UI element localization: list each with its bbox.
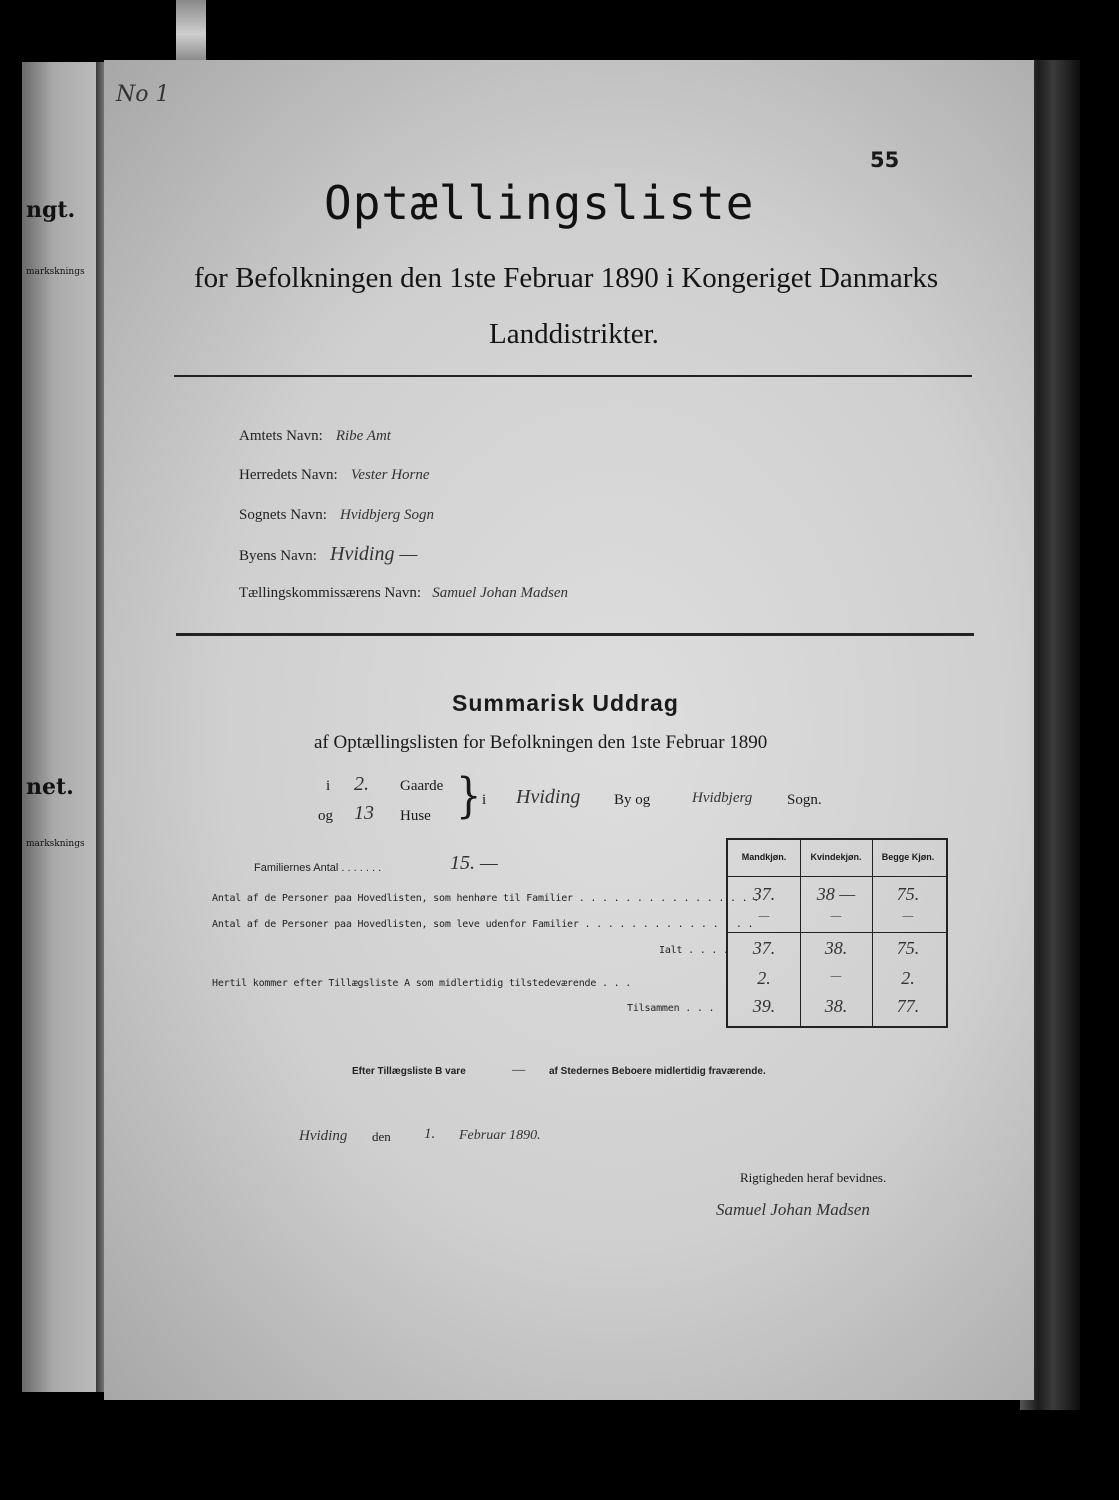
by-value: Hviding — [516, 786, 581, 808]
field-value: Ribe Amt — [335, 428, 391, 444]
table-cell: — — [830, 968, 842, 982]
divider — [176, 633, 974, 636]
field-label: Tællingskommissærens Navn: — [239, 585, 422, 601]
row-label: Antal af de Personer paa Hovedlisten, som leve udenfor Familier . . . . . . . . . . . . . . . — [212, 919, 754, 930]
previous-page-edge — [22, 62, 100, 1392]
corner-note: No 1 — [116, 82, 170, 107]
row-label: Hertil kommer efter Tillægsliste A som midlertidig tilstedeværende . . . — [212, 978, 632, 989]
field-sogn — [239, 504, 434, 524]
efter-label-b: af Stedernes Beboere midlertidig fraværende. — [549, 1066, 766, 1077]
page-title: Optællingsliste — [324, 176, 755, 230]
table-cell: — — [830, 908, 842, 922]
field-herred — [239, 464, 430, 484]
huse-label: Huse — [400, 808, 431, 824]
table-cell: 75. — [896, 884, 920, 904]
field-value: Vester Horne — [350, 467, 430, 483]
field-label: Byens Navn: — [239, 548, 317, 564]
table-cell: 39. — [752, 996, 776, 1016]
og-label: og — [318, 808, 333, 824]
prev-page-fragment: marksknings — [26, 267, 85, 277]
field-amt — [239, 425, 391, 445]
efter-label-a: Efter Tillægsliste B vare — [352, 1066, 466, 1077]
table-cell: 2. — [757, 968, 771, 988]
summary-table — [726, 838, 948, 1028]
page-number: 55 — [870, 148, 900, 172]
field-value: Hvidbjerg Sogn — [340, 507, 435, 523]
huse-count: 13 — [354, 802, 374, 824]
field-label: Sognets Navn: — [239, 507, 327, 523]
table-cell: — — [902, 908, 914, 922]
field-value: Hviding — — [330, 543, 418, 565]
efter-value: — — [512, 1062, 526, 1078]
date-den: den — [372, 1129, 391, 1144]
i-label-2: i — [482, 792, 487, 808]
date-place: Hviding — [299, 1128, 348, 1144]
sogn-label: Sogn. — [787, 792, 822, 808]
brace: } — [456, 768, 482, 824]
table-divider — [728, 932, 946, 933]
date-rest: Februar 1890. — [459, 1128, 541, 1143]
certify-text: Rigtigheden heraf bevidnes. — [740, 1170, 887, 1185]
field-value: Samuel Johan Madsen — [432, 585, 568, 601]
signature: Samuel Johan Madsen — [716, 1200, 870, 1219]
document-page — [104, 60, 1034, 1400]
table-cell: — — [758, 908, 770, 922]
summary-subtitle: af Optællingslisten for Befolkningen den 1ste Februar 1890 — [314, 732, 768, 753]
table-header: Mandkjøn. — [741, 852, 787, 862]
gaarde-count: 2. — [354, 773, 369, 795]
sogn-value: Hvidbjerg — [692, 790, 753, 806]
familiernes-antal-value: 15. — — [450, 852, 498, 874]
date-day: 1. — [424, 1126, 436, 1142]
field-label: Amtets Navn: — [239, 428, 323, 444]
gaarde-label: Gaarde — [400, 778, 444, 794]
field-label: Herredets Navn: — [239, 467, 338, 483]
divider — [174, 375, 972, 377]
page-subtitle-line1: for Befolkningen den 1ste Februar 1890 i Kongeriget Danmarks — [194, 262, 939, 294]
table-cell: 77. — [896, 996, 920, 1016]
row-label: Antal af de Personer paa Hovedlisten, som henhøre til Familier . . . . . . . . . . . . . . . . — [212, 893, 760, 904]
prev-page-fragment: net. — [26, 774, 74, 800]
row-label: Tilsammen . . . — [627, 1003, 715, 1014]
by-og-label: By og — [614, 792, 651, 808]
table-cell: 37. — [752, 938, 776, 958]
row-label: Ialt . . . . — [659, 945, 729, 956]
field-by — [239, 543, 417, 566]
table-header: Begge Kjøn. — [881, 852, 935, 862]
table-cell: 2. — [901, 968, 915, 988]
table-cell: 75. — [896, 938, 920, 958]
field-kommissaer — [239, 582, 568, 602]
binding-clip — [176, 0, 206, 68]
table-cell: 38. — [824, 996, 848, 1016]
page-subtitle-line2: Landdistrikter. — [489, 318, 659, 350]
table-cell: 37. — [752, 884, 776, 904]
familiernes-antal-label: Familiernes Antal . . . . . . . — [254, 862, 382, 874]
i-label: i — [326, 778, 331, 794]
table-divider — [728, 876, 946, 877]
summary-title: Summarisk Uddrag — [452, 690, 679, 716]
table-cell: 38 — — [816, 884, 856, 904]
table-header: Kvindekjøn. — [810, 852, 862, 862]
prev-page-fragment: marksknings — [26, 839, 85, 849]
table-cell: 38. — [824, 938, 848, 958]
prev-page-fragment: ngt. — [26, 197, 76, 223]
